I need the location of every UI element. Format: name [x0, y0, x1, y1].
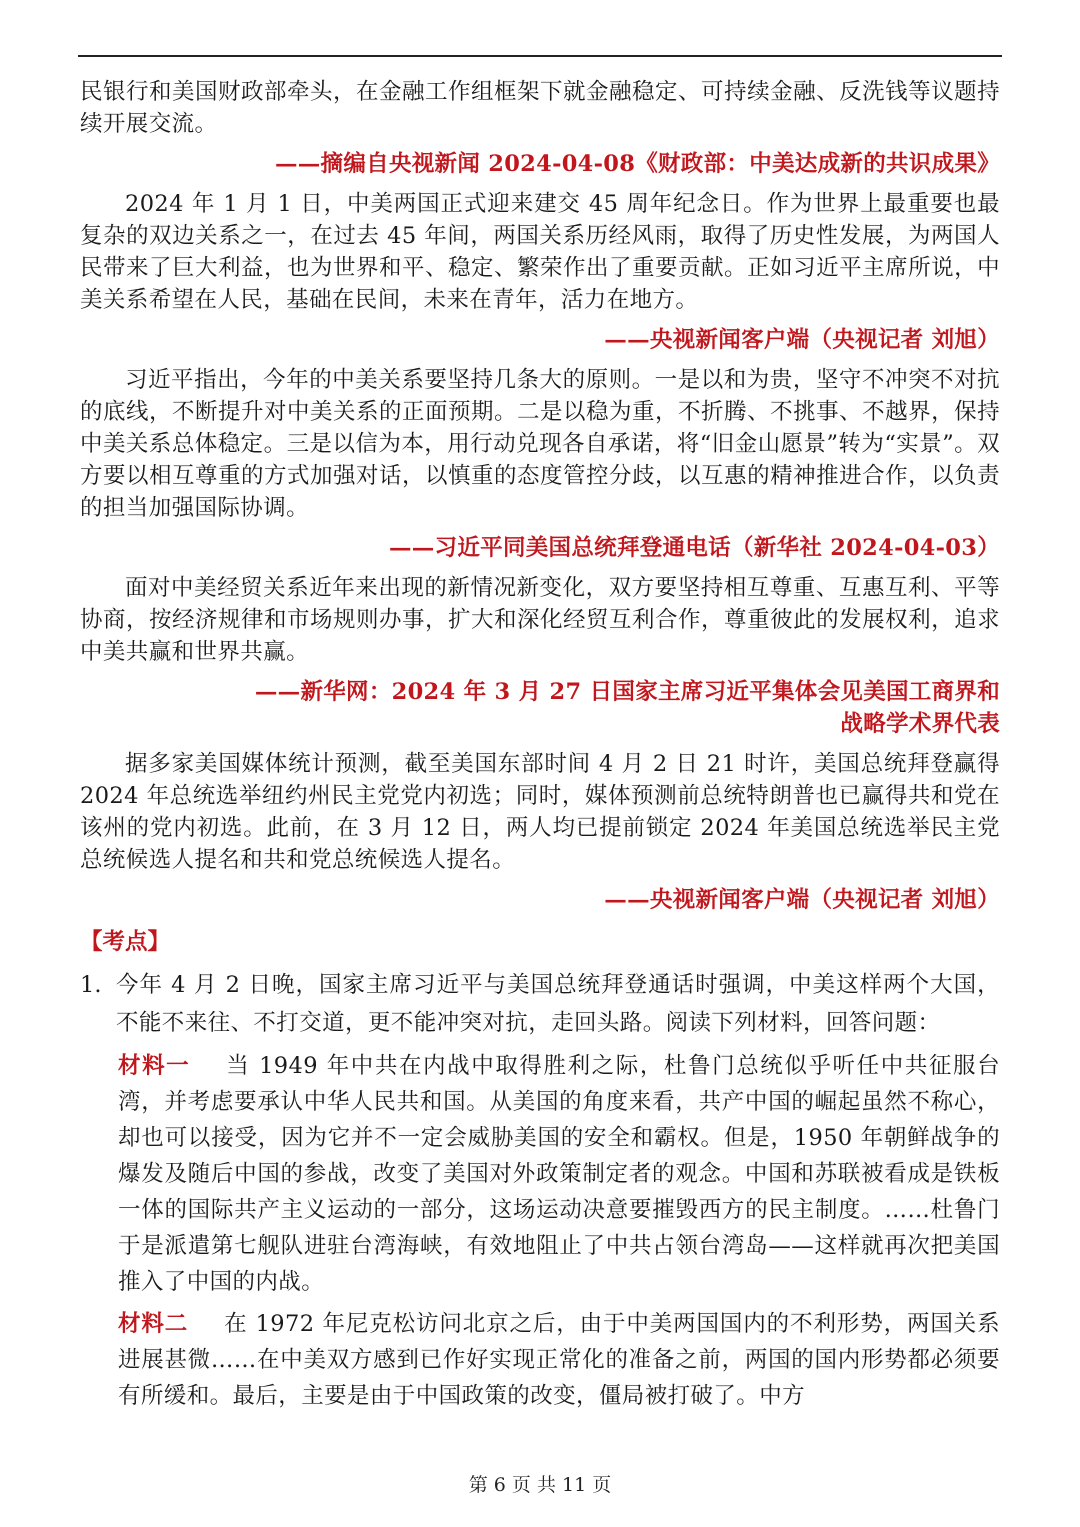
- body-paragraph: 2024 年 1 月 1 日，中美两国正式迎来建交 45 周年纪念日。作为世界上最重要也最复杂的双边关系之一，在过去 45 年间，两国关系历经风雨，取得了历史性发展，为两国人民带来了巨大利益，也为世界和平、稳定、繁荣作出了重要贡献。正如习近平主席所说，中美关系希望在人民，基础在民间，未来在青年，活力在地方。: [80, 191, 1000, 313]
- body-paragraph: 民银行和美国财政部牵头，在金融工作组框架下就金融稳定、可持续金融、反洗钱等议题持续开展交流。: [80, 79, 1000, 137]
- document-body: [80, 76, 1000, 1414]
- material-one: [118, 1048, 1000, 1300]
- page-footer: 第 6 页 共 11 页: [468, 1474, 612, 1496]
- material-one-text: 当 1949 年中共在内战中取得胜利之际，杜鲁门总统似乎听任中共征服台湾，并考虑要承认中华人民共和国。从美国的角度来看，共产中国的崛起虽然不称心，却也可以接受，因为它并不一定会威胁美国的安全和霸权。但是，1950 年朝鲜战争的爆发及随后中国的参战，改变了美国对外政策制定者的观念。中国和苏联被看成是铁板一体的国际共产主义运动的一部分，这场运动决意要摧毁西方的民主制度。……杜鲁门于是派遣第七舰队进驻台湾海峡，有效地阻止了中共占领台湾岛——这样就再次把美国推入了中国的内战。: [118, 1053, 1000, 1295]
- source-citation: ——新华网：2024 年 3 月 27 日国家主席习近平集体会见美国工商界和战略学术界代表: [254, 679, 1000, 737]
- source-citation: ——摘编自央视新闻 2024-04-08《财政部：中美达成新的共识成果》: [274, 151, 1000, 177]
- source-citation: ——央视新闻客户端（央视记者 刘旭）: [604, 887, 1000, 913]
- material-two-text: 在 1972 年尼克松访问北京之后，由于中美两国国内的不利形势，两国关系进展甚微……在中美双方感到已作好实现正常化的准备之前，两国的国内形势都必须要有所缓和。最后，主要是由于中国政策的改变，僵局被打破了。中方: [118, 1311, 1001, 1409]
- material-one-label: 材料一: [118, 1053, 191, 1079]
- material-two-label: 材料二: [118, 1311, 189, 1337]
- body-paragraph: 面对中美经贸关系近年来出现的新情况新变化，双方要坚持相互尊重、互惠互利、平等协商，按经济规律和市场规则办事，扩大和深化经贸互利合作，尊重彼此的发展权利，追求中美共赢和世界共赢。: [80, 575, 1000, 665]
- body-paragraph: 习近平指出，今年的中美关系要坚持几条大的原则。一是以和为贵，坚守不冲突不对抗的底线，不断提升对中美关系的正面预期。二是以稳为重，不折腾、不挑事、不越界，保持中美关系总体稳定。三是以信为本，用行动兑现各自承诺，将“旧金山愿景”转为“实景”。双方要以相互尊重的方式加强对话，以慎重的态度管控分歧，以互惠的精神推进合作，以负责的担当加强国际协调。: [80, 367, 1000, 521]
- source-citation: ——习近平同美国总统拜登通电话（新华社 2024-04-03）: [388, 535, 1000, 561]
- source-citation: ——央视新闻客户端（央视记者 刘旭）: [604, 327, 1000, 353]
- material-two: [118, 1306, 1000, 1414]
- body-paragraph: 据多家美国媒体统计预测，截至美国东部时间 4 月 2 日 21 时许，美国总统拜登赢得 2024 年总统选举纽约州民主党党内初选；同时，媒体预测前总统特朗普也已赢得共和党在该州的党内初选。此前，在 3 月 12 日，两人均已提前锁定 2024 年美国总统选举民主党总统候选人提名和共和党总统候选人提名。: [80, 751, 1000, 873]
- question-text: 今年 4 月 2 日晚，国家主席习近平与美国总统拜登通话时强调，中美这样两个大国，不能不来往、不打交道，更不能冲突对抗，走回头路。阅读下列材料，回答问题：: [116, 972, 1000, 1036]
- question-item: [80, 966, 1000, 1042]
- question-number: 1.: [80, 972, 102, 998]
- header-rule: [78, 55, 1002, 57]
- section-heading-exam-points: 【考点】: [80, 929, 171, 955]
